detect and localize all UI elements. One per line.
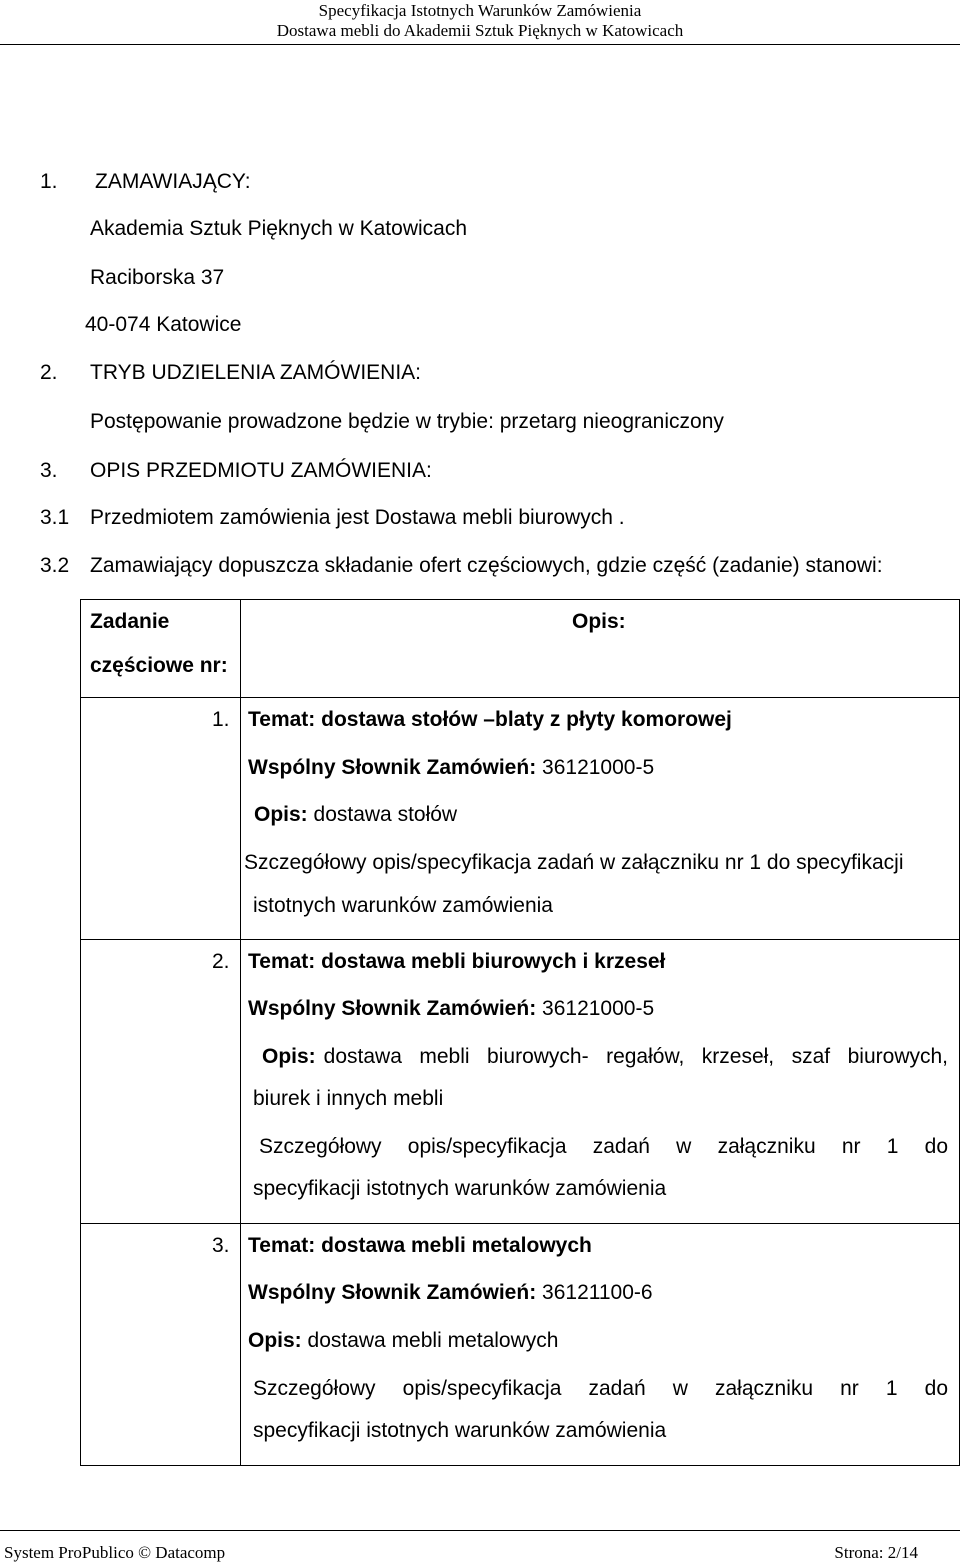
table-header-description: Opis: [572, 610, 626, 633]
description-text: dostawa mebli metalowych [307, 1329, 559, 1352]
task-number: 2. [212, 950, 230, 973]
table-left-border [80, 599, 81, 1465]
section1-title: ZAMAWIAJĄCY: [95, 170, 251, 193]
procedure-mode-text: Postępowanie prowadzone będzie w trybie: przetarg nieograniczony [90, 410, 724, 433]
footer-divider [0, 1530, 960, 1531]
cpv-label: Wspólny Słownik Zamówień: [248, 1281, 537, 1304]
doc-header-subtitle: Dostawa mebli do Akademii Sztuk Pięknych w Katowicach [276, 21, 684, 40]
table-column-divider [240, 599, 241, 1465]
description-label: Opis: [248, 1329, 302, 1352]
point-3-2-number: 3.2 [40, 554, 70, 577]
section2-number: 2. [40, 361, 58, 384]
table-header-divider [80, 697, 960, 698]
table-row-divider [80, 1223, 960, 1224]
description-text: dostawa stołów [313, 803, 458, 826]
point-3-2-text: Zamawiający dopuszcza składanie ofert częściowych, gdzie część (zadanie) stanowi: [90, 554, 883, 577]
details-line: specyfikacji istotnych warunków zamówienia [253, 1419, 667, 1442]
task-number: 1. [212, 708, 230, 731]
doc-header-title: Specyfikacja Istotnych Warunków Zamówienia [318, 1, 642, 20]
header-divider [0, 44, 960, 45]
cpv-code: 36121000-5 [542, 997, 655, 1020]
section3-number: 3. [40, 459, 58, 482]
table-row-divider [80, 939, 960, 940]
description-label: Opis: [262, 1045, 316, 1068]
description-text-line2: biurek i innych mebli [253, 1087, 444, 1110]
section3-title: OPIS PRZEDMIOTU ZAMÓWIENIA: [90, 459, 432, 482]
cpv-code: 36121000-5 [542, 756, 655, 779]
cpv-label: Wspólny Słownik Zamówień: [248, 997, 537, 1020]
cpv-label: Wspólny Słownik Zamówień: [248, 756, 537, 779]
table-top-border [80, 599, 960, 600]
task-subject: Temat: dostawa stołów –blaty z płyty komorowej [248, 708, 732, 731]
orderer-name: Akademia Sztuk Pięknych w Katowicach [90, 217, 468, 240]
table-header-task-line2: częściowe nr: [90, 654, 228, 677]
task-number: 3. [212, 1234, 230, 1257]
orderer-street: Raciborska 37 [90, 266, 225, 289]
footer-page-number: Strona: 2/14 [834, 1543, 918, 1562]
details-line: specyfikacji istotnych warunków zamówienia [253, 1177, 667, 1200]
point-3-1-text: Przedmiotem zamówienia jest Dostawa mebli biurowych . [90, 506, 625, 529]
details-line: istotnych warunków zamówienia [253, 894, 553, 917]
cpv-code: 36121100-6 [542, 1281, 653, 1304]
details-line: Szczegółowy opis/specyfikacja zadań w załączniku nr 1 do [253, 1377, 948, 1400]
table-bottom-border [80, 1465, 960, 1466]
orderer-city: 40-074 Katowice [85, 313, 242, 336]
point-3-1-number: 3.1 [40, 506, 70, 529]
details-line: Szczegółowy opis/specyfikacja zadań w załączniku nr 1 do [259, 1135, 948, 1158]
section2-title: TRYB UDZIELENIA ZAMÓWIENIA: [90, 361, 421, 384]
table-header-task-line1: Zadanie [90, 610, 170, 633]
task-subject: Temat: dostawa mebli biurowych i krzeseł [248, 950, 666, 973]
task-subject: Temat: dostawa mebli metalowych [248, 1234, 592, 1257]
details-line: Szczegółowy opis/specyfikacja zadań w załączniku nr 1 do specyfikacji [244, 851, 904, 874]
description-label: Opis: [254, 803, 308, 826]
description-text: dostawa mebli biurowych- regałów, krzeseł, szaf biurowych, [323, 1045, 948, 1068]
footer-system-name: System ProPublico © Datacomp [4, 1543, 226, 1562]
section1-number: 1. [40, 170, 58, 193]
